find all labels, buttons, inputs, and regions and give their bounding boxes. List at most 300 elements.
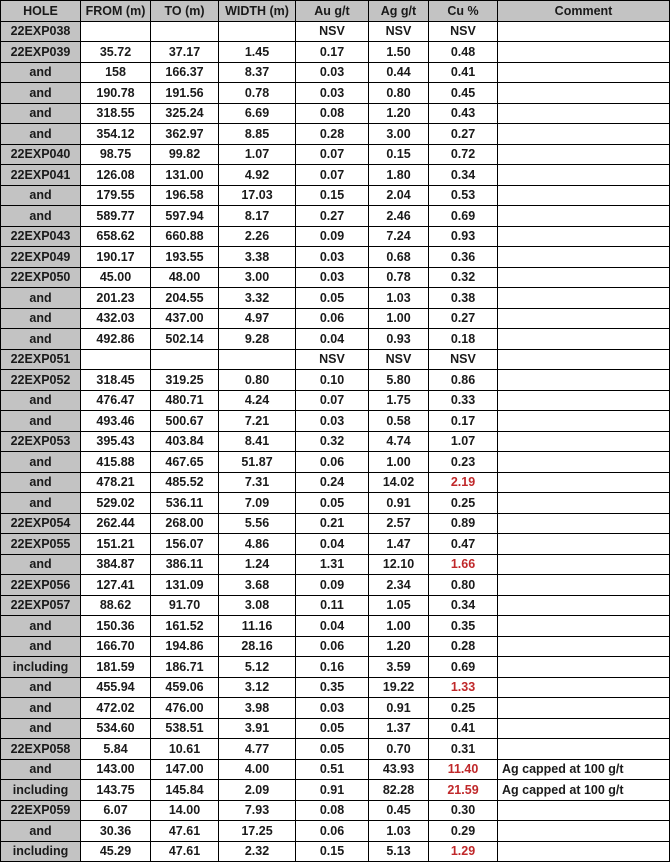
cell-au: 0.06 <box>296 821 369 842</box>
cell-hole: and <box>1 759 81 780</box>
cell-from: 529.02 <box>81 493 151 514</box>
cell-au: 0.08 <box>296 800 369 821</box>
cell-cu: 2.19 <box>429 472 498 493</box>
cell-comment <box>498 267 670 288</box>
cell-cu: 0.31 <box>429 739 498 760</box>
cell-cu: 0.48 <box>429 42 498 63</box>
cell-au: 0.03 <box>296 83 369 104</box>
cell-hole: 22EXP050 <box>1 267 81 288</box>
cell-cu: 0.27 <box>429 308 498 329</box>
cell-au: 0.28 <box>296 124 369 145</box>
cell-to: 403.84 <box>151 431 219 452</box>
cell-to: 156.07 <box>151 534 219 555</box>
table-row <box>1 677 670 698</box>
cell-width: 4.97 <box>219 308 296 329</box>
cell-comment <box>498 739 670 760</box>
cell-comment <box>498 288 670 309</box>
cell-width: 8.85 <box>219 124 296 145</box>
cell-ag: 1.50 <box>369 42 429 63</box>
cell-to: 14.00 <box>151 800 219 821</box>
table-row <box>1 698 670 719</box>
cell-width: 7.31 <box>219 472 296 493</box>
cell-comment <box>498 62 670 83</box>
cell-au: 0.03 <box>296 247 369 268</box>
cell-au: 0.05 <box>296 288 369 309</box>
table-row <box>1 595 670 616</box>
cell-hole: 22EXP041 <box>1 165 81 186</box>
cell-width: 0.80 <box>219 370 296 391</box>
cell-cu: 0.35 <box>429 616 498 637</box>
cell-cu: 0.18 <box>429 329 498 350</box>
cell-hole: 22EXP052 <box>1 370 81 391</box>
cell-cu: 0.43 <box>429 103 498 124</box>
cell-comment <box>498 841 670 862</box>
cell-hole: 22EXP040 <box>1 144 81 165</box>
cell-to: 660.88 <box>151 226 219 247</box>
cell-au: 0.08 <box>296 103 369 124</box>
table-row <box>1 144 670 165</box>
table-row <box>1 739 670 760</box>
cell-from: 5.84 <box>81 739 151 760</box>
header-ag: Ag g/t <box>369 1 429 22</box>
cell-from: 181.59 <box>81 657 151 678</box>
cell-hole: 22EXP056 <box>1 575 81 596</box>
cell-au: 0.07 <box>296 144 369 165</box>
cell-hole: and <box>1 554 81 575</box>
cell-comment <box>498 616 670 637</box>
cell-to: 99.82 <box>151 144 219 165</box>
cell-hole: and <box>1 83 81 104</box>
cell-width: 11.16 <box>219 616 296 637</box>
cell-ag: 7.24 <box>369 226 429 247</box>
cell-from <box>81 349 151 370</box>
cell-width: 1.24 <box>219 554 296 575</box>
cell-cu: 0.17 <box>429 411 498 432</box>
cell-comment <box>498 308 670 329</box>
cell-hole: 22EXP038 <box>1 21 81 42</box>
header-from: FROM (m) <box>81 1 151 22</box>
cell-from: 395.43 <box>81 431 151 452</box>
cell-width: 4.24 <box>219 390 296 411</box>
cell-au: 0.35 <box>296 677 369 698</box>
cell-au: 0.03 <box>296 411 369 432</box>
cell-from: 127.41 <box>81 575 151 596</box>
cell-to: 476.00 <box>151 698 219 719</box>
cell-hole: and <box>1 636 81 657</box>
header-cu: Cu % <box>429 1 498 22</box>
cell-from: 354.12 <box>81 124 151 145</box>
cell-comment: Ag capped at 100 g/t <box>498 780 670 801</box>
cell-ag: 43.93 <box>369 759 429 780</box>
cell-cu: 0.33 <box>429 390 498 411</box>
cell-from: 262.44 <box>81 513 151 534</box>
cell-ag: 2.57 <box>369 513 429 534</box>
cell-width: 9.28 <box>219 329 296 350</box>
cell-ag: 0.91 <box>369 698 429 719</box>
cell-hole: 22EXP053 <box>1 431 81 452</box>
cell-from: 478.21 <box>81 472 151 493</box>
cell-to: 131.00 <box>151 165 219 186</box>
cell-au: 0.05 <box>296 493 369 514</box>
cell-from: 201.23 <box>81 288 151 309</box>
table-row <box>1 226 670 247</box>
cell-width: 6.69 <box>219 103 296 124</box>
cell-width: 2.32 <box>219 841 296 862</box>
cell-au: 0.91 <box>296 780 369 801</box>
cell-au: 0.17 <box>296 42 369 63</box>
table-row <box>1 616 670 637</box>
table-row <box>1 390 670 411</box>
cell-au: 0.27 <box>296 206 369 227</box>
cell-width <box>219 349 296 370</box>
cell-ag: 1.00 <box>369 452 429 473</box>
cell-ag: 19.22 <box>369 677 429 698</box>
cell-ag: 5.80 <box>369 370 429 391</box>
cell-cu: 0.80 <box>429 575 498 596</box>
cell-cu: 1.07 <box>429 431 498 452</box>
cell-from: 35.72 <box>81 42 151 63</box>
table-body <box>1 21 670 862</box>
cell-cu: 0.89 <box>429 513 498 534</box>
cell-au: 0.51 <box>296 759 369 780</box>
cell-from: 98.75 <box>81 144 151 165</box>
cell-ag: 0.68 <box>369 247 429 268</box>
cell-width: 3.98 <box>219 698 296 719</box>
cell-from: 384.87 <box>81 554 151 575</box>
cell-ag: 14.02 <box>369 472 429 493</box>
cell-cu: 0.69 <box>429 206 498 227</box>
cell-ag: 1.37 <box>369 718 429 739</box>
cell-hole: and <box>1 390 81 411</box>
table-row <box>1 370 670 391</box>
cell-comment <box>498 513 670 534</box>
cell-ag: NSV <box>369 21 429 42</box>
table-row <box>1 841 670 862</box>
cell-ag: 2.34 <box>369 575 429 596</box>
cell-comment <box>498 698 670 719</box>
cell-hole: including <box>1 780 81 801</box>
table-row <box>1 431 670 452</box>
table-row <box>1 780 670 801</box>
cell-width: 2.09 <box>219 780 296 801</box>
cell-from: 432.03 <box>81 308 151 329</box>
cell-cu: 0.53 <box>429 185 498 206</box>
cell-comment <box>498 493 670 514</box>
table-row <box>1 534 670 555</box>
cell-hole: and <box>1 452 81 473</box>
cell-to: 597.94 <box>151 206 219 227</box>
cell-width: 28.16 <box>219 636 296 657</box>
cell-width: 1.07 <box>219 144 296 165</box>
cell-width: 3.08 <box>219 595 296 616</box>
cell-hole: and <box>1 493 81 514</box>
cell-hole: and <box>1 411 81 432</box>
cell-cu: 0.34 <box>429 595 498 616</box>
cell-cu: 11.40 <box>429 759 498 780</box>
table-row <box>1 308 670 329</box>
cell-ag: 1.75 <box>369 390 429 411</box>
cell-ag: 0.93 <box>369 329 429 350</box>
cell-to: 191.56 <box>151 83 219 104</box>
cell-ag: 1.20 <box>369 103 429 124</box>
cell-to: 47.61 <box>151 841 219 862</box>
cell-ag: 1.20 <box>369 636 429 657</box>
cell-to: 47.61 <box>151 821 219 842</box>
cell-to: 193.55 <box>151 247 219 268</box>
cell-width: 7.09 <box>219 493 296 514</box>
cell-comment <box>498 657 670 678</box>
cell-au: 0.10 <box>296 370 369 391</box>
cell-to: 196.58 <box>151 185 219 206</box>
cell-hole: and <box>1 472 81 493</box>
cell-from: 589.77 <box>81 206 151 227</box>
cell-ag: 0.44 <box>369 62 429 83</box>
cell-au: 1.31 <box>296 554 369 575</box>
cell-ag: 0.15 <box>369 144 429 165</box>
table-row <box>1 21 670 42</box>
cell-ag: 3.59 <box>369 657 429 678</box>
header-width: WIDTH (m) <box>219 1 296 22</box>
table-row <box>1 513 670 534</box>
cell-cu: 21.59 <box>429 780 498 801</box>
cell-comment <box>498 329 670 350</box>
cell-cu: 0.72 <box>429 144 498 165</box>
table-row <box>1 759 670 780</box>
cell-width: 3.12 <box>219 677 296 698</box>
cell-hole: and <box>1 103 81 124</box>
cell-ag: 3.00 <box>369 124 429 145</box>
cell-ag: 0.58 <box>369 411 429 432</box>
cell-au: 0.11 <box>296 595 369 616</box>
cell-comment <box>498 144 670 165</box>
cell-comment <box>498 42 670 63</box>
table-row <box>1 185 670 206</box>
cell-ag: 0.80 <box>369 83 429 104</box>
cell-to: 166.37 <box>151 62 219 83</box>
cell-comment <box>498 349 670 370</box>
cell-width: 3.38 <box>219 247 296 268</box>
cell-comment <box>498 431 670 452</box>
cell-from: 493.46 <box>81 411 151 432</box>
cell-from: 658.62 <box>81 226 151 247</box>
cell-hole: and <box>1 185 81 206</box>
cell-from: 151.21 <box>81 534 151 555</box>
cell-from: 472.02 <box>81 698 151 719</box>
cell-hole: and <box>1 698 81 719</box>
header-au: Au g/t <box>296 1 369 22</box>
cell-comment: Ag capped at 100 g/t <box>498 759 670 780</box>
cell-from: 143.75 <box>81 780 151 801</box>
cell-hole: and <box>1 616 81 637</box>
header-to: TO (m) <box>151 1 219 22</box>
cell-from: 158 <box>81 62 151 83</box>
cell-to: 91.70 <box>151 595 219 616</box>
cell-to: 437.00 <box>151 308 219 329</box>
header-hole: HOLE <box>1 1 81 22</box>
cell-to: 325.24 <box>151 103 219 124</box>
cell-comment <box>498 247 670 268</box>
cell-from <box>81 21 151 42</box>
cell-width: 4.92 <box>219 165 296 186</box>
cell-ag: 4.74 <box>369 431 429 452</box>
cell-hole: 22EXP058 <box>1 739 81 760</box>
cell-width: 3.00 <box>219 267 296 288</box>
cell-au: 0.06 <box>296 452 369 473</box>
cell-au: 0.03 <box>296 62 369 83</box>
cell-to: 386.11 <box>151 554 219 575</box>
cell-ag: 0.70 <box>369 739 429 760</box>
cell-ag: 1.00 <box>369 616 429 637</box>
table-row <box>1 165 670 186</box>
cell-cu: 0.32 <box>429 267 498 288</box>
cell-ag: NSV <box>369 349 429 370</box>
table-row <box>1 288 670 309</box>
cell-to: 145.84 <box>151 780 219 801</box>
cell-to: 268.00 <box>151 513 219 534</box>
cell-au: NSV <box>296 21 369 42</box>
cell-width: 51.87 <box>219 452 296 473</box>
cell-comment <box>498 554 670 575</box>
cell-cu: 0.38 <box>429 288 498 309</box>
cell-ag: 1.03 <box>369 821 429 842</box>
cell-width: 4.00 <box>219 759 296 780</box>
cell-from: 179.55 <box>81 185 151 206</box>
cell-to: 467.65 <box>151 452 219 473</box>
table-row <box>1 124 670 145</box>
cell-au: NSV <box>296 349 369 370</box>
cell-cu: 0.45 <box>429 83 498 104</box>
cell-au: 0.05 <box>296 718 369 739</box>
table-row <box>1 206 670 227</box>
cell-comment <box>498 452 670 473</box>
cell-au: 0.04 <box>296 616 369 637</box>
cell-from: 318.55 <box>81 103 151 124</box>
cell-hole: 22EXP051 <box>1 349 81 370</box>
cell-comment <box>498 472 670 493</box>
cell-from: 150.36 <box>81 616 151 637</box>
cell-from: 476.47 <box>81 390 151 411</box>
cell-comment <box>498 165 670 186</box>
cell-ag: 0.45 <box>369 800 429 821</box>
cell-au: 0.06 <box>296 308 369 329</box>
cell-ag: 12.10 <box>369 554 429 575</box>
cell-width: 8.41 <box>219 431 296 452</box>
cell-from: 166.70 <box>81 636 151 657</box>
cell-au: 0.15 <box>296 185 369 206</box>
cell-to: 502.14 <box>151 329 219 350</box>
cell-hole: and <box>1 62 81 83</box>
table-row <box>1 329 670 350</box>
cell-cu: 0.93 <box>429 226 498 247</box>
table-row <box>1 452 670 473</box>
cell-cu: 1.33 <box>429 677 498 698</box>
cell-cu: 0.41 <box>429 718 498 739</box>
cell-hole: 22EXP049 <box>1 247 81 268</box>
cell-width: 1.45 <box>219 42 296 63</box>
cell-to: 319.25 <box>151 370 219 391</box>
cell-width: 3.32 <box>219 288 296 309</box>
cell-to: 204.55 <box>151 288 219 309</box>
cell-cu: 0.47 <box>429 534 498 555</box>
cell-width: 17.25 <box>219 821 296 842</box>
cell-hole: and <box>1 329 81 350</box>
cell-hole: and <box>1 308 81 329</box>
cell-comment <box>498 411 670 432</box>
table-row <box>1 62 670 83</box>
cell-au: 0.03 <box>296 698 369 719</box>
cell-ag: 1.80 <box>369 165 429 186</box>
table-row <box>1 718 670 739</box>
table-row <box>1 411 670 432</box>
cell-au: 0.24 <box>296 472 369 493</box>
table-row <box>1 554 670 575</box>
cell-au: 0.07 <box>296 390 369 411</box>
cell-comment <box>498 800 670 821</box>
table-row <box>1 472 670 493</box>
cell-au: 0.06 <box>296 636 369 657</box>
cell-width: 8.17 <box>219 206 296 227</box>
cell-width: 3.91 <box>219 718 296 739</box>
cell-comment <box>498 821 670 842</box>
cell-cu: 0.28 <box>429 636 498 657</box>
cell-from: 6.07 <box>81 800 151 821</box>
cell-to: 147.00 <box>151 759 219 780</box>
cell-from: 45.00 <box>81 267 151 288</box>
cell-from: 318.45 <box>81 370 151 391</box>
table-row <box>1 83 670 104</box>
cell-hole: 22EXP057 <box>1 595 81 616</box>
cell-to: 161.52 <box>151 616 219 637</box>
cell-comment <box>498 390 670 411</box>
cell-comment <box>498 575 670 596</box>
cell-hole: including <box>1 841 81 862</box>
cell-comment <box>498 124 670 145</box>
table-row <box>1 267 670 288</box>
cell-to: 538.51 <box>151 718 219 739</box>
cell-cu: 0.69 <box>429 657 498 678</box>
cell-from: 88.62 <box>81 595 151 616</box>
cell-to: 48.00 <box>151 267 219 288</box>
cell-au: 0.03 <box>296 267 369 288</box>
cell-hole: 22EXP059 <box>1 800 81 821</box>
cell-cu: 0.25 <box>429 698 498 719</box>
cell-ag: 0.78 <box>369 267 429 288</box>
table-row <box>1 42 670 63</box>
cell-cu: 0.25 <box>429 493 498 514</box>
cell-to: 485.52 <box>151 472 219 493</box>
cell-to: 131.09 <box>151 575 219 596</box>
cell-cu: 0.86 <box>429 370 498 391</box>
cell-comment <box>498 226 670 247</box>
table-row <box>1 493 670 514</box>
cell-hole: and <box>1 677 81 698</box>
table-row <box>1 575 670 596</box>
cell-from: 190.78 <box>81 83 151 104</box>
cell-comment <box>498 718 670 739</box>
cell-from: 415.88 <box>81 452 151 473</box>
cell-cu: 1.66 <box>429 554 498 575</box>
cell-width: 4.77 <box>219 739 296 760</box>
table-row <box>1 103 670 124</box>
cell-au: 0.09 <box>296 226 369 247</box>
cell-comment <box>498 21 670 42</box>
cell-width: 4.86 <box>219 534 296 555</box>
cell-ag: 1.03 <box>369 288 429 309</box>
cell-hole: including <box>1 657 81 678</box>
header-comment: Comment <box>498 1 670 22</box>
cell-au: 0.04 <box>296 329 369 350</box>
cell-cu: NSV <box>429 21 498 42</box>
